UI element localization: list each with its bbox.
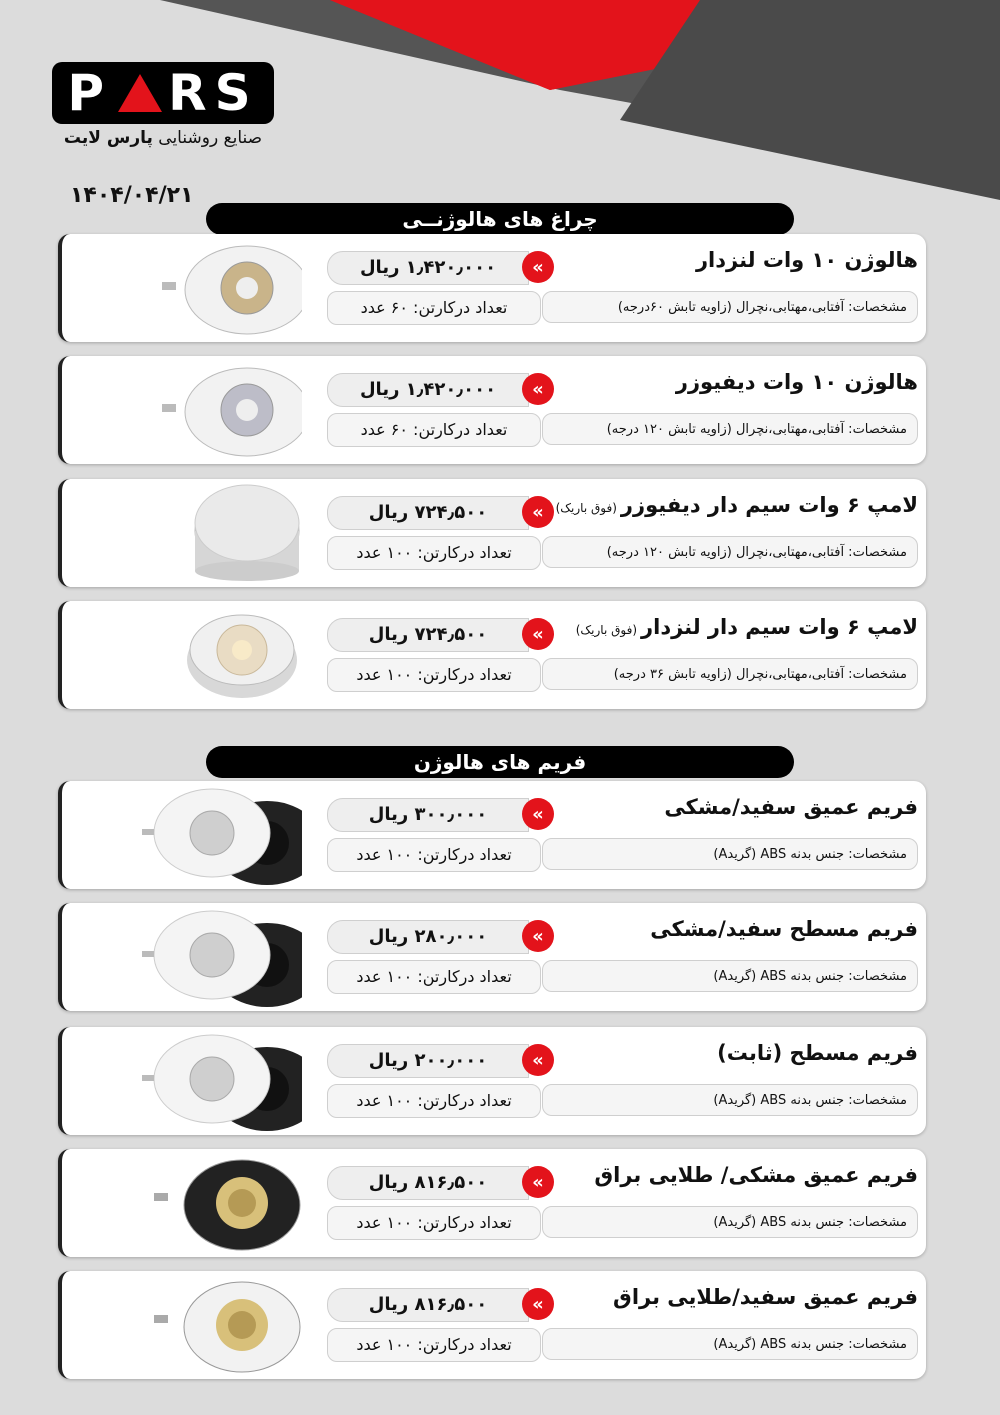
carton-quantity: تعداد درکارتن: ۱۰۰ عدد — [327, 1206, 541, 1240]
product-name: فریم عمیق سفید/مشکی — [664, 795, 918, 819]
product-price: ۱٫۴۲۰٫۰۰۰ ریال — [327, 373, 529, 407]
section-title-halogen-frames: فریم های هالوژن — [206, 746, 794, 778]
product-spec: مشخصات: آفتابی،مهتابی،نچرال (زاویه تابش ۱۲۰ درجه) — [542, 413, 918, 445]
price-list-date: ۱۴۰۴/۰۴/۲۱ — [70, 183, 194, 208]
product-name: هالوژن ۱۰ وات لنزدار — [695, 248, 918, 272]
flat-frame-fixed-icon — [102, 1031, 302, 1131]
double-chevron-icon: « — [522, 1288, 554, 1320]
deep-frame-white-black-icon — [102, 785, 302, 885]
product-price: ۷۲۴٫۵۰۰ ریال — [327, 618, 529, 652]
deep-frame-black-gold-icon — [102, 1153, 302, 1253]
carton-quantity: تعداد درکارتن: ۶۰ عدد — [327, 291, 541, 325]
product-spec: مشخصات: جنس بدنه ABS (گریدA) — [542, 1084, 918, 1116]
carton-quantity: تعداد درکارتن: ۱۰۰ عدد — [327, 1084, 541, 1118]
carton-quantity: تعداد درکارتن: ۱۰۰ عدد — [327, 960, 541, 994]
product-card — [58, 1149, 926, 1257]
product-spec: مشخصات: جنس بدنه ABS (گریدA) — [542, 960, 918, 992]
product-name: فریم مسطح سفید/مشکی — [650, 917, 918, 941]
double-chevron-icon: « — [522, 251, 554, 283]
product-spec: مشخصات: آفتابی،مهتابی،نچرال (زاویه تابش ۱۲۰ درجه) — [542, 536, 918, 568]
carton-quantity: تعداد درکارتن: ۱۰۰ عدد — [327, 536, 541, 570]
product-price: ۲۸۰٫۰۰۰ ریال — [327, 920, 529, 954]
double-chevron-icon: « — [522, 373, 554, 405]
double-chevron-icon: « — [522, 1044, 554, 1076]
product-card — [58, 479, 926, 587]
carton-quantity: تعداد درکارتن: ۱۰۰ عدد — [327, 838, 541, 872]
wired-lens-lamp-icon — [102, 605, 302, 705]
logo-triangle-icon — [118, 74, 162, 112]
double-chevron-icon: « — [522, 496, 554, 528]
carton-quantity: تعداد درکارتن: ۶۰ عدد — [327, 413, 541, 447]
product-card — [58, 781, 926, 889]
product-spec: مشخصات: آفتابی،مهتابی،نچرال (زاویه تابش ۶۰درجه) — [542, 291, 918, 323]
double-chevron-icon: « — [522, 1166, 554, 1198]
product-note: (فوق باریک) — [575, 623, 638, 637]
product-name: فریم مسطح (ثابت) — [717, 1041, 918, 1065]
section-title-halogen-lamps: چراغ های هالوژنــی — [206, 203, 794, 235]
double-chevron-icon: « — [522, 618, 554, 650]
product-price: ۸۱۶٫۵۰۰ ریال — [327, 1166, 529, 1200]
product-name: فریم عمیق سفید/طلایی براق — [613, 1285, 918, 1309]
product-spec: مشخصات: جنس بدنه ABS (گریدA) — [542, 838, 918, 870]
product-spec: مشخصات: آفتابی،مهتابی،نچرال (زاویه تابش ۳۶ درجه) — [542, 658, 918, 690]
product-price: ۱٫۴۲۰٫۰۰۰ ریال — [327, 251, 529, 285]
product-name: لامپ ۶ وات سیم دار دیفیوزر(فوق باریک) — [555, 493, 918, 517]
wired-diffuser-lamp-icon — [102, 483, 302, 583]
halogen-diffuser-icon — [102, 360, 302, 460]
product-name: هالوژن ۱۰ وات دیفیوزر — [675, 370, 918, 394]
product-price: ۷۲۴٫۵۰۰ ریال — [327, 496, 529, 530]
double-chevron-icon: « — [522, 920, 554, 952]
product-note: (فوق باریک) — [555, 501, 617, 515]
pars-logo: P RS — [52, 62, 274, 124]
carton-quantity: تعداد درکارتن: ۱۰۰ عدد — [327, 658, 541, 692]
product-price: ۳۰۰٫۰۰۰ ریال — [327, 798, 529, 832]
product-card — [58, 601, 926, 709]
product-spec: مشخصات: جنس بدنه ABS (گریدA) — [542, 1206, 918, 1238]
product-card — [58, 1271, 926, 1379]
deep-frame-white-gold-icon — [102, 1275, 302, 1375]
flat-frame-white-black-icon — [102, 907, 302, 1007]
product-card — [58, 234, 926, 342]
double-chevron-icon: « — [522, 798, 554, 830]
product-card — [58, 903, 926, 1011]
product-spec: مشخصات: جنس بدنه ABS (گریدA) — [542, 1328, 918, 1360]
carton-quantity: تعداد درکارتن: ۱۰۰ عدد — [327, 1328, 541, 1362]
product-price: ۸۱۶٫۵۰۰ ریال — [327, 1288, 529, 1322]
product-card — [58, 1027, 926, 1135]
tagline: صنایع روشنایی پارس لایت — [63, 128, 263, 148]
product-price: ۲۰۰٫۰۰۰ ریال — [327, 1044, 529, 1078]
product-name: فریم عمیق مشکی/ طلایی براق — [594, 1163, 918, 1187]
product-card — [58, 356, 926, 464]
halogen-lens-round-icon — [102, 238, 302, 338]
product-name: لامپ ۶ وات سیم دار لنزدار(فوق باریک) — [575, 615, 918, 639]
